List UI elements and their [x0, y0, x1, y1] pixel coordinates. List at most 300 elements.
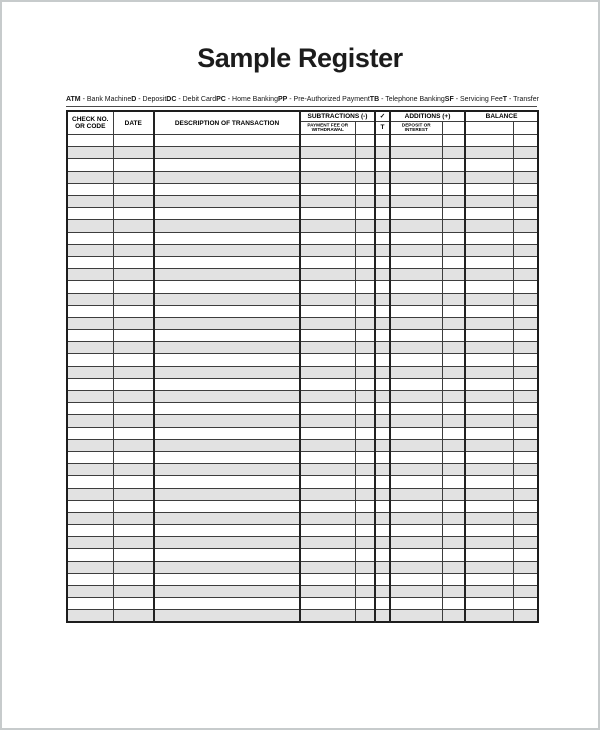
register-cell	[513, 586, 538, 598]
register-cell	[390, 378, 442, 390]
register-cell	[442, 196, 465, 208]
col-subheader-subtractions-cents	[355, 121, 375, 134]
register-cell	[442, 549, 465, 561]
register-row	[67, 196, 538, 208]
register-cell	[390, 232, 442, 244]
register-cell	[113, 586, 154, 598]
register-cell	[154, 391, 300, 403]
register-cell	[390, 159, 442, 171]
register-cell	[513, 476, 538, 488]
register-cell	[442, 439, 465, 451]
register-cell	[442, 354, 465, 366]
register-cell	[67, 561, 113, 573]
register-cell	[300, 342, 355, 354]
register-cell	[300, 159, 355, 171]
register-cell	[154, 525, 300, 537]
register-cell	[300, 220, 355, 232]
register-cell	[375, 354, 390, 366]
register-cell	[513, 330, 538, 342]
register-row	[67, 220, 538, 232]
register-cell	[390, 610, 442, 622]
register-cell	[355, 464, 375, 476]
register-cell	[375, 525, 390, 537]
register-cell	[513, 354, 538, 366]
register-cell	[67, 427, 113, 439]
register-cell	[375, 135, 390, 147]
register-cell	[154, 561, 300, 573]
register-cell	[300, 183, 355, 195]
register-row	[67, 244, 538, 256]
register-cell	[154, 439, 300, 451]
register-cell	[300, 391, 355, 403]
register-row	[67, 317, 538, 329]
register-cell	[390, 476, 442, 488]
register-cell	[513, 293, 538, 305]
register-cell	[113, 147, 154, 159]
register-cell	[67, 500, 113, 512]
register-cell	[154, 476, 300, 488]
register-cell	[513, 147, 538, 159]
legend	[66, 96, 537, 104]
register-cell	[355, 561, 375, 573]
register-row	[67, 354, 538, 366]
register-cell	[465, 525, 513, 537]
register-cell	[375, 183, 390, 195]
register-cell	[300, 293, 355, 305]
col-subheader-checkmark-t: T	[375, 121, 390, 134]
register-cell	[300, 525, 355, 537]
register-cell	[465, 256, 513, 268]
register-row	[67, 500, 538, 512]
register-cell	[355, 378, 375, 390]
register-cell	[465, 269, 513, 281]
register-cell	[355, 232, 375, 244]
register-cell	[375, 196, 390, 208]
register-cell	[355, 317, 375, 329]
register-cell	[355, 342, 375, 354]
register-cell	[300, 232, 355, 244]
register-cell	[390, 573, 442, 585]
register-cell	[113, 342, 154, 354]
register-cell	[513, 183, 538, 195]
register-cell	[67, 512, 113, 524]
register-cell	[390, 342, 442, 354]
register-cell	[513, 415, 538, 427]
register-cell	[300, 269, 355, 281]
register-cell	[390, 549, 442, 561]
register-row	[67, 488, 538, 500]
register-cell	[355, 549, 375, 561]
register-cell	[390, 598, 442, 610]
register-cell	[300, 427, 355, 439]
register-row	[67, 598, 538, 610]
legend-divider	[66, 106, 537, 107]
register-cell	[113, 171, 154, 183]
register-cell	[465, 561, 513, 573]
register-cell	[390, 317, 442, 329]
register-cell	[67, 415, 113, 427]
register-cell	[154, 537, 300, 549]
register-row	[67, 159, 538, 171]
register-cell	[390, 354, 442, 366]
register-cell	[67, 183, 113, 195]
register-cell	[154, 305, 300, 317]
register-cell	[513, 135, 538, 147]
register-row	[67, 330, 538, 342]
register-row	[67, 403, 538, 415]
register-cell	[465, 549, 513, 561]
register-cell	[113, 512, 154, 524]
col-subheader-balance-cents	[513, 121, 538, 134]
register-cell	[154, 330, 300, 342]
register-cell	[113, 208, 154, 220]
register-cell	[390, 147, 442, 159]
col-subheader-balance	[465, 121, 513, 134]
register-cell	[390, 439, 442, 451]
register-cell	[113, 500, 154, 512]
col-subheader-additions	[390, 121, 442, 134]
register-cell	[67, 598, 113, 610]
register-cell	[113, 305, 154, 317]
register-cell	[113, 525, 154, 537]
register-cell	[355, 305, 375, 317]
register-cell	[465, 598, 513, 610]
register-cell	[67, 305, 113, 317]
register-row	[67, 293, 538, 305]
register-cell	[375, 610, 390, 622]
register-cell	[355, 586, 375, 598]
register-cell	[154, 354, 300, 366]
register-cell	[375, 464, 390, 476]
register-cell	[513, 561, 538, 573]
register-cell	[154, 220, 300, 232]
register-cell	[300, 147, 355, 159]
register-cell	[113, 330, 154, 342]
register-cell	[67, 525, 113, 537]
register-cell	[375, 378, 390, 390]
register-cell	[513, 232, 538, 244]
register-cell	[390, 427, 442, 439]
register-cell	[442, 537, 465, 549]
register-cell	[465, 512, 513, 524]
legend-item: SF - Servicing Fee	[444, 95, 503, 103]
register-cell	[355, 244, 375, 256]
register-cell	[375, 598, 390, 610]
register-cell	[67, 537, 113, 549]
register-cell	[300, 586, 355, 598]
register-cell	[113, 366, 154, 378]
register-cell	[375, 415, 390, 427]
register-cell	[355, 196, 375, 208]
register-row	[67, 256, 538, 268]
register-cell	[375, 537, 390, 549]
register-cell	[375, 147, 390, 159]
register-cell	[442, 464, 465, 476]
register-cell	[67, 586, 113, 598]
check-no-line1: CHECK NO.	[72, 116, 109, 124]
register-cell	[390, 244, 442, 256]
register-cell	[113, 220, 154, 232]
register-cell	[67, 488, 113, 500]
register-cell	[154, 366, 300, 378]
register-cell	[300, 196, 355, 208]
register-cell	[355, 439, 375, 451]
register-cell	[355, 281, 375, 293]
register-cell	[465, 439, 513, 451]
register-cell	[67, 171, 113, 183]
register-cell	[300, 244, 355, 256]
register-cell	[154, 598, 300, 610]
register-cell	[513, 451, 538, 463]
col-subheader-subtractions	[300, 121, 355, 134]
register-cell	[300, 561, 355, 573]
register-cell	[300, 305, 355, 317]
register-row	[67, 269, 538, 281]
register-cell	[390, 305, 442, 317]
register-cell	[513, 512, 538, 524]
register-cell	[442, 317, 465, 329]
register-cell	[355, 598, 375, 610]
register-cell	[375, 220, 390, 232]
register-cell	[465, 244, 513, 256]
register-cell	[465, 208, 513, 220]
register-cell	[300, 610, 355, 622]
register-cell	[67, 317, 113, 329]
legend-item: ATM - Bank Machine	[66, 95, 132, 103]
register-cell	[513, 610, 538, 622]
register-cell	[465, 476, 513, 488]
register-cell	[442, 293, 465, 305]
register-cell	[113, 415, 154, 427]
col-subheader-additions-cents	[442, 121, 465, 134]
register-cell	[154, 342, 300, 354]
register-cell	[355, 451, 375, 463]
register-cell	[375, 171, 390, 183]
register-cell	[355, 415, 375, 427]
register-cell	[154, 427, 300, 439]
register-cell	[355, 220, 375, 232]
register-cell	[67, 281, 113, 293]
register-cell	[465, 330, 513, 342]
register-cell	[465, 537, 513, 549]
register-cell	[113, 476, 154, 488]
col-header-subtractions: SUBTRACTIONS (-)	[300, 111, 375, 121]
register-cell	[513, 427, 538, 439]
register-cell	[390, 415, 442, 427]
register-cell	[442, 183, 465, 195]
register-cell	[355, 512, 375, 524]
register-cell	[390, 269, 442, 281]
register-cell	[67, 220, 113, 232]
legend-item: TB - Telephone Banking	[369, 95, 445, 103]
register-cell	[465, 415, 513, 427]
register-cell	[375, 500, 390, 512]
register-cell	[113, 573, 154, 585]
register-row	[67, 549, 538, 561]
register-cell	[442, 330, 465, 342]
register-cell	[67, 208, 113, 220]
register-cell	[154, 488, 300, 500]
register-cell	[390, 220, 442, 232]
register-cell	[113, 183, 154, 195]
register-row	[67, 415, 538, 427]
register-cell	[442, 232, 465, 244]
register-cell	[465, 147, 513, 159]
register-cell	[113, 598, 154, 610]
register-row	[67, 281, 538, 293]
register-cell	[465, 183, 513, 195]
register-cell	[113, 293, 154, 305]
register-cell	[355, 135, 375, 147]
register-cell	[67, 354, 113, 366]
legend-item: DC - Debit Card	[166, 95, 217, 103]
register-cell	[465, 354, 513, 366]
register-cell	[300, 537, 355, 549]
register-cell	[390, 500, 442, 512]
register-row	[67, 586, 538, 598]
register-row	[67, 464, 538, 476]
register-cell	[465, 464, 513, 476]
register-cell	[375, 512, 390, 524]
register-cell	[113, 159, 154, 171]
register-body	[67, 135, 538, 623]
register-cell	[375, 281, 390, 293]
register-cell	[113, 135, 154, 147]
register-cell	[375, 208, 390, 220]
register-cell	[113, 488, 154, 500]
register-cell	[390, 135, 442, 147]
register-cell	[465, 488, 513, 500]
register-cell	[67, 378, 113, 390]
register-cell	[442, 147, 465, 159]
register-cell	[442, 366, 465, 378]
register-cell	[300, 366, 355, 378]
register-cell	[154, 135, 300, 147]
register-cell	[442, 220, 465, 232]
col-header-description: DESCRIPTION OF TRANSACTION	[154, 111, 300, 134]
register-cell	[513, 159, 538, 171]
register-cell	[513, 391, 538, 403]
register-cell	[375, 573, 390, 585]
register-row	[67, 378, 538, 390]
register-cell	[67, 159, 113, 171]
col-header-date: DATE	[113, 111, 154, 134]
register-cell	[355, 488, 375, 500]
register-cell	[465, 220, 513, 232]
register-cell	[113, 391, 154, 403]
register-cell	[67, 342, 113, 354]
register-cell	[300, 403, 355, 415]
register-cell	[513, 256, 538, 268]
register-cell	[355, 159, 375, 171]
register-cell	[113, 549, 154, 561]
register-cell	[355, 573, 375, 585]
register-cell	[154, 610, 300, 622]
register-row	[67, 208, 538, 220]
register-cell	[390, 464, 442, 476]
register-cell	[375, 488, 390, 500]
register-cell	[465, 366, 513, 378]
col-header-checkmark	[375, 111, 390, 121]
register-cell	[67, 451, 113, 463]
register-cell	[442, 512, 465, 524]
register-cell	[300, 500, 355, 512]
register-cell	[355, 183, 375, 195]
register-cell	[113, 439, 154, 451]
register-cell	[390, 403, 442, 415]
register-cell	[67, 573, 113, 585]
register-cell	[355, 391, 375, 403]
legend-item: D - Deposit	[131, 95, 167, 103]
register-cell	[154, 403, 300, 415]
register-cell	[513, 196, 538, 208]
register-cell	[465, 451, 513, 463]
register-cell	[67, 293, 113, 305]
register-cell	[154, 281, 300, 293]
register-cell	[442, 281, 465, 293]
register-cell	[113, 561, 154, 573]
register-cell	[154, 586, 300, 598]
register-row	[67, 135, 538, 147]
register-row	[67, 366, 538, 378]
register-cell	[154, 378, 300, 390]
register-cell	[113, 378, 154, 390]
register-cell	[442, 135, 465, 147]
register-cell	[67, 391, 113, 403]
register-cell	[113, 196, 154, 208]
col-header-additions: ADDITIONS (+)	[390, 111, 465, 121]
register-cell	[67, 256, 113, 268]
register-cell	[442, 159, 465, 171]
register-cell	[154, 549, 300, 561]
register-cell	[465, 573, 513, 585]
register-cell	[465, 342, 513, 354]
register-cell	[375, 427, 390, 439]
register-cell	[67, 269, 113, 281]
register-cell	[465, 281, 513, 293]
register-cell	[355, 354, 375, 366]
register-cell	[113, 256, 154, 268]
register-cell	[390, 366, 442, 378]
register-row	[67, 476, 538, 488]
register-cell	[154, 269, 300, 281]
additions-sublabel: DEPOSIT OR INTEREST	[401, 123, 431, 133]
register-cell	[67, 244, 113, 256]
register-cell	[113, 427, 154, 439]
register-cell	[513, 500, 538, 512]
register-cell	[300, 354, 355, 366]
register-cell	[355, 427, 375, 439]
col-header-check-no	[67, 111, 113, 134]
register-cell	[355, 610, 375, 622]
register-cell	[442, 269, 465, 281]
register-cell	[154, 159, 300, 171]
register-cell	[465, 293, 513, 305]
col-header-balance: BALANCE	[465, 111, 538, 121]
register-cell	[113, 464, 154, 476]
register-cell	[375, 549, 390, 561]
register-cell	[154, 293, 300, 305]
register-cell	[465, 196, 513, 208]
register-cell	[375, 317, 390, 329]
register-cell	[113, 451, 154, 463]
register-cell	[513, 378, 538, 390]
register-cell	[513, 317, 538, 329]
register-cell	[300, 317, 355, 329]
register-row	[67, 561, 538, 573]
register-cell	[442, 488, 465, 500]
register-cell	[113, 403, 154, 415]
